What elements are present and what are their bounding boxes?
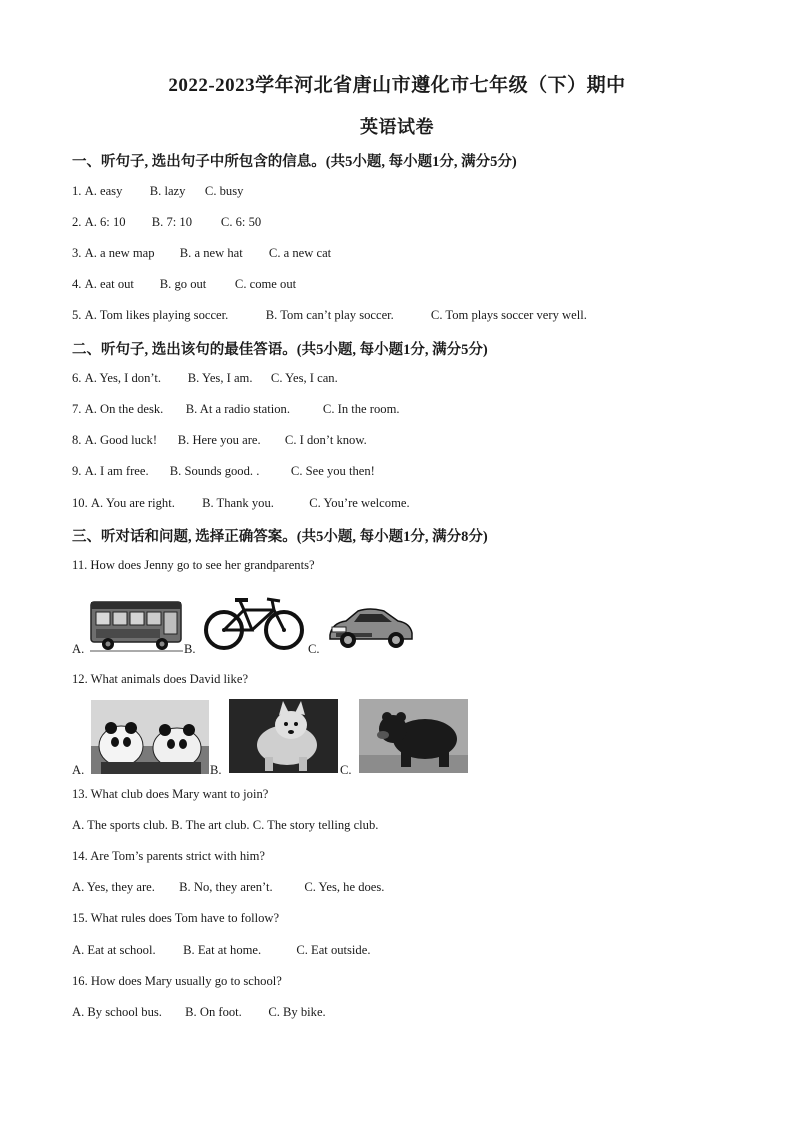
option-a: A. easy xyxy=(84,184,123,198)
bus-picture-icon xyxy=(90,597,183,654)
option-b: B. No, they aren’t. xyxy=(179,880,273,894)
question-16-options xyxy=(72,1005,326,1020)
option-c: C. By bike. xyxy=(268,1005,326,1019)
option-a: A. Yes, they are. xyxy=(72,880,155,894)
question-11: 11. How does Jenny go to see her grandparents? xyxy=(72,558,315,572)
option-b: B. Tom can’t play soccer. xyxy=(265,308,394,322)
option-b: B. go out xyxy=(159,277,207,291)
option-c: C. You’re welcome. xyxy=(309,496,410,510)
section-3-heading: 三、听对话和问题, 选择正确答案。(共5小题, 每小题1分, 满分8分) xyxy=(72,529,488,545)
option-a: A. 6: 10 xyxy=(84,215,126,229)
option-b: B. 7: 10 xyxy=(151,215,193,229)
question-7: 7. A. On the desk. B. At a radio station. C. In the room. xyxy=(72,402,400,416)
option-c: C. Yes, I can. xyxy=(270,371,338,385)
option-b: B. Sounds good. . xyxy=(169,464,260,478)
question-4: 4. A. eat out B. go out C. come out xyxy=(72,277,297,291)
option-b: B. Here you are. xyxy=(177,433,261,447)
dog-picture-icon xyxy=(229,699,338,773)
option-a: A. By school bus. xyxy=(72,1005,162,1019)
option-a: A. Yes, I don’t. xyxy=(84,371,162,385)
exam-subtitle: 英语试卷 xyxy=(360,117,434,137)
question-9: 9. A. I am free. B. Sounds good. . C. See you then! xyxy=(72,464,375,478)
section-1-heading: 一、听句子, 选出句子中所包含的信息。(共5小题, 每小题1分, 满分5分) xyxy=(72,154,517,170)
option-b: B. Yes, I am. xyxy=(187,371,253,385)
car-picture-icon xyxy=(326,603,414,651)
question-15: 15. What rules does Tom have to follow? xyxy=(72,911,280,925)
option-c: C. I don’t know. xyxy=(284,433,367,447)
exam-title: 2022-2023学年河北省唐山市遵化市七年级（下）期中 xyxy=(168,75,626,96)
question-12: 12. What animals does David like? xyxy=(72,672,249,686)
option-c: C. busy xyxy=(204,184,244,198)
picture-label-b: B. xyxy=(184,642,196,656)
question-3: 3. A. a new map B. a new hat C. a new cat xyxy=(72,246,332,260)
option-b: B. On foot. xyxy=(185,1005,242,1019)
question-15-options xyxy=(72,943,370,958)
question-13-options: A. The sports club. B. The art club. C. The story telling club. xyxy=(72,818,379,832)
option-b: B. At a radio station. xyxy=(185,402,291,416)
question-14-options xyxy=(72,880,384,895)
picture-label-a: A. xyxy=(72,763,85,777)
question-16: 16. How does Mary usually go to school? xyxy=(72,974,282,988)
question-2: 2. A. 6: 10 B. 7: 10 C. 6: 50 xyxy=(72,215,262,229)
picture-label-c: C. xyxy=(340,763,352,777)
section-2-heading: 二、听句子, 选出该句的最佳答语。(共5小题, 每小题1分, 满分5分) xyxy=(72,342,488,358)
option-c: C. See you then! xyxy=(290,464,375,478)
option-c: C. Eat outside. xyxy=(296,943,371,957)
option-a: A. eat out xyxy=(84,277,134,291)
question-1: 1. A. easy B. lazy C. busy xyxy=(72,184,244,198)
option-b: B. Eat at home. xyxy=(183,943,262,957)
option-c: C. Tom plays soccer very well. xyxy=(430,308,587,322)
picture-label-b: B. xyxy=(210,763,222,777)
question-13: 13. What club does Mary want to join? xyxy=(72,787,269,801)
option-a: A. Eat at school. xyxy=(72,943,156,957)
option-a: A. I am free. xyxy=(84,464,149,478)
option-c: C. come out xyxy=(234,277,297,291)
question-14: 14. Are Tom’s parents strict with him? xyxy=(72,849,266,863)
pandas-picture-icon xyxy=(91,700,209,774)
option-c: C. a new cat xyxy=(268,246,332,260)
question-8: 8. A. Good luck! B. Here you are. C. I don’t know. xyxy=(72,433,367,447)
option-b: B. lazy xyxy=(149,184,186,198)
bear-picture-icon xyxy=(359,699,468,773)
option-c: C. 6: 50 xyxy=(220,215,262,229)
option-a: A. Tom likes playing soccer. xyxy=(84,308,229,322)
option-c: C. In the room. xyxy=(322,402,400,416)
option-c: C. Yes, he does. xyxy=(304,880,385,894)
option-a: A. On the desk. xyxy=(84,402,164,416)
question-5: 5. A. Tom likes playing soccer. B. Tom can’t play soccer. C. Tom plays soccer very well. xyxy=(72,308,587,322)
bicycle-picture-icon xyxy=(204,592,304,652)
picture-label-c: C. xyxy=(308,642,320,656)
option-b: B. a new hat xyxy=(179,246,243,260)
option-a: A. You are right. xyxy=(90,496,175,510)
option-a: A. a new map xyxy=(84,246,155,260)
picture-label-a: A. xyxy=(72,642,85,656)
question-10: 10. A. You are right. B. Thank you. C. You’re welcome. xyxy=(72,496,410,510)
option-a: A. Good luck! xyxy=(84,433,158,447)
question-6: 6. A. Yes, I don’t. B. Yes, I am. C. Yes, I can. xyxy=(72,371,338,385)
option-b: B. Thank you. xyxy=(202,496,274,510)
